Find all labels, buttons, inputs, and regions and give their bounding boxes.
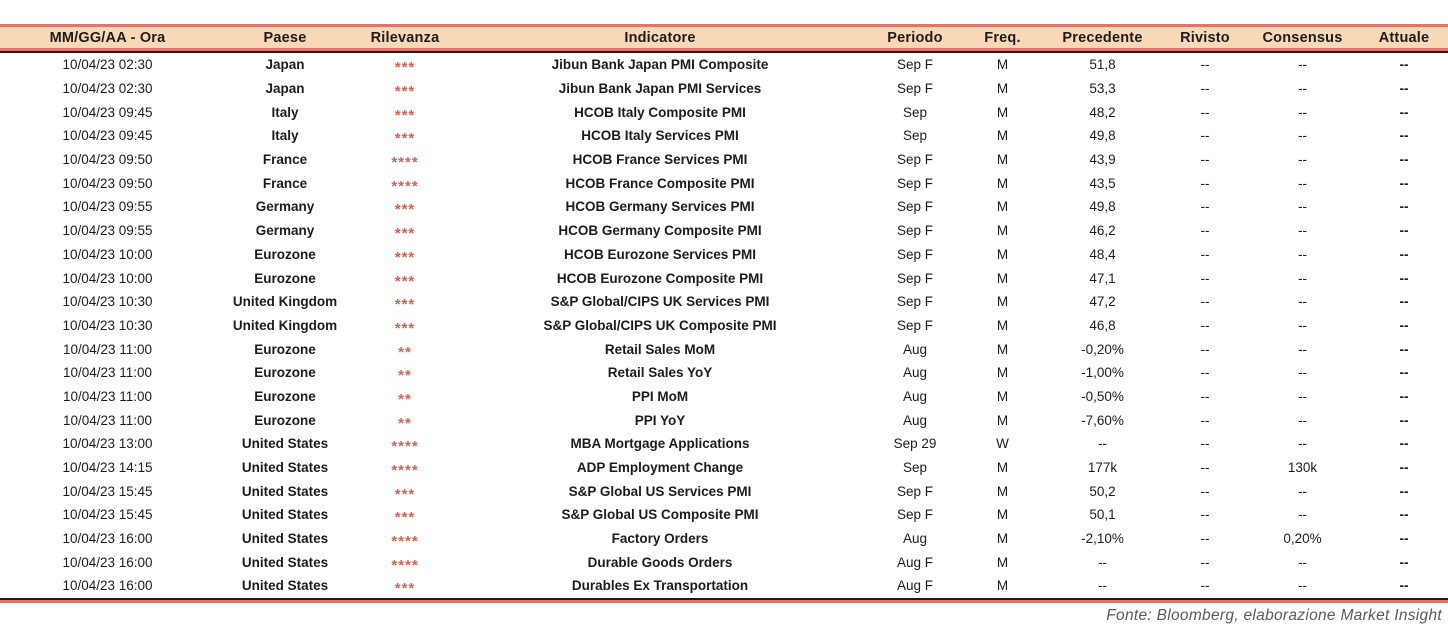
cell-relevance: *** (394, 509, 416, 524)
cell-freq: W (996, 436, 1009, 452)
cell-consensus: -- (1298, 104, 1307, 120)
cell-period: Sep 29 (893, 436, 937, 452)
cell-datetime: 10/04/23 09:55 (62, 199, 153, 215)
cell-relevance: *** (394, 580, 416, 595)
cell-freq: M (996, 246, 1009, 262)
cell-freq: M (996, 483, 1009, 499)
cell-country: Germany (255, 199, 315, 215)
cell-freq: M (996, 81, 1009, 97)
cell-period: Aug (902, 341, 928, 357)
cell-freq: M (996, 554, 1009, 570)
cell-relevance: ** (398, 343, 412, 358)
cell-revised: -- (1200, 531, 1210, 547)
cell-actual: -- (1399, 317, 1409, 333)
cell-country: United Kingdom (232, 317, 338, 333)
cell-relevance: *** (394, 59, 416, 74)
cell-relevance: **** (391, 462, 419, 477)
cell-consensus: -- (1298, 175, 1307, 191)
column-header-previous: Precedente (1062, 29, 1143, 46)
cell-country: United States (241, 578, 329, 594)
column-header-indicator: Indicatore (624, 29, 696, 46)
table-row (0, 266, 1448, 290)
cell-period: Sep F (896, 175, 934, 191)
table-row (0, 479, 1448, 503)
cell-actual: -- (1399, 341, 1409, 357)
cell-period: Sep F (896, 223, 934, 239)
cell-actual: -- (1399, 388, 1409, 404)
cell-relevance: *** (394, 130, 416, 145)
cell-freq: M (996, 531, 1009, 547)
cell-consensus: -- (1298, 578, 1307, 594)
cell-revised: -- (1200, 412, 1210, 428)
cell-revised: -- (1200, 554, 1210, 570)
cell-consensus: -- (1298, 554, 1307, 570)
cell-freq: M (996, 365, 1009, 381)
table-row (0, 314, 1448, 338)
cell-revised: -- (1200, 81, 1210, 97)
cell-period: Aug (902, 365, 928, 381)
cell-previous: 50,1 (1089, 507, 1116, 523)
cell-period: Sep F (896, 507, 934, 523)
cell-consensus: -- (1298, 365, 1307, 381)
cell-period: Sep F (896, 294, 934, 310)
cell-datetime: 10/04/23 11:00 (62, 412, 153, 428)
cell-previous: 47,1 (1089, 270, 1116, 286)
cell-freq: M (996, 388, 1009, 404)
cell-freq: M (996, 175, 1009, 191)
cell-period: Sep (902, 104, 928, 120)
cell-country: Japan (265, 81, 305, 97)
cell-indicator: HCOB Germany Services PMI (565, 199, 755, 215)
cell-previous: 46,2 (1089, 223, 1116, 239)
cell-indicator: HCOB Italy Composite PMI (574, 104, 746, 120)
cell-period: Sep F (896, 152, 934, 168)
cell-previous: -- (1098, 578, 1107, 594)
table-row (0, 219, 1448, 243)
table-row (0, 100, 1448, 124)
cell-revised: -- (1200, 388, 1210, 404)
cell-datetime: 10/04/23 16:00 (62, 578, 153, 594)
cell-datetime: 10/04/23 14:15 (62, 460, 153, 476)
cell-consensus: -- (1298, 57, 1307, 73)
cell-consensus: -- (1298, 341, 1307, 357)
cell-datetime: 10/04/23 10:30 (62, 294, 153, 310)
cell-revised: -- (1200, 199, 1210, 215)
table-row (0, 456, 1448, 480)
table-row (0, 527, 1448, 551)
cell-freq: M (996, 223, 1009, 239)
cell-consensus: -- (1298, 128, 1307, 144)
cell-freq: M (996, 152, 1009, 168)
cell-relevance: **** (391, 154, 419, 169)
cell-actual: -- (1399, 223, 1409, 239)
cell-country: France (262, 175, 308, 191)
cell-actual: -- (1399, 175, 1409, 191)
cell-consensus: -- (1298, 81, 1307, 97)
table-row (0, 77, 1448, 101)
cell-period: Sep F (896, 81, 934, 97)
cell-actual: -- (1399, 460, 1409, 476)
cell-datetime: 10/04/23 09:55 (62, 223, 153, 239)
cell-datetime: 10/04/23 16:00 (62, 554, 153, 570)
cell-period: Sep F (896, 483, 934, 499)
cell-revised: -- (1200, 223, 1210, 239)
cell-previous: 46,8 (1089, 317, 1116, 333)
cell-actual: -- (1399, 578, 1409, 594)
cell-country: Japan (265, 57, 305, 73)
cell-revised: -- (1200, 152, 1210, 168)
cell-relevance: **** (391, 177, 419, 192)
cell-period: Aug (902, 412, 928, 428)
table-row (0, 385, 1448, 409)
column-header-period: Periodo (887, 29, 943, 46)
cell-revised: -- (1200, 483, 1210, 499)
cell-relevance: *** (394, 201, 416, 216)
table-body (0, 51, 1448, 600)
cell-datetime: 10/04/23 16:00 (62, 531, 153, 547)
cell-actual: -- (1399, 412, 1409, 428)
cell-previous: -1,00% (1081, 365, 1124, 381)
cell-actual: -- (1399, 81, 1409, 97)
table-row (0, 243, 1448, 267)
cell-country: United States (241, 531, 329, 547)
cell-consensus: -- (1298, 199, 1307, 215)
cell-previous: 47,2 (1089, 294, 1116, 310)
cell-country: United States (241, 436, 329, 452)
cell-country: Eurozone (254, 388, 316, 404)
cell-datetime: 10/04/23 10:00 (62, 246, 153, 262)
cell-consensus: -- (1298, 270, 1307, 286)
cell-country: United States (241, 554, 329, 570)
cell-datetime: 10/04/23 09:50 (62, 175, 153, 191)
cell-indicator: Durables Ex Transportation (571, 578, 749, 594)
cell-actual: -- (1399, 507, 1409, 523)
cell-previous: -0,50% (1081, 388, 1124, 404)
cell-datetime: 10/04/23 09:45 (62, 104, 153, 120)
cell-freq: M (996, 317, 1009, 333)
cell-datetime: 10/04/23 11:00 (62, 388, 153, 404)
cell-freq: M (996, 270, 1009, 286)
cell-country: Germany (255, 223, 315, 239)
cell-country: Eurozone (254, 246, 316, 262)
cell-relevance: **** (391, 533, 419, 548)
cell-previous: -2,10% (1081, 531, 1124, 547)
cell-relevance: *** (394, 248, 416, 263)
cell-datetime: 10/04/23 15:45 (62, 507, 153, 523)
cell-country: Italy (271, 104, 299, 120)
cell-period: Sep F (896, 246, 934, 262)
cell-revised: -- (1200, 365, 1210, 381)
cell-actual: -- (1399, 104, 1409, 120)
cell-indicator: HCOB Italy Services PMI (581, 128, 739, 144)
cell-freq: M (996, 578, 1009, 594)
cell-indicator: Retail Sales MoM (604, 341, 716, 357)
cell-indicator: S&P Global/CIPS UK Composite PMI (543, 317, 777, 333)
cell-actual: -- (1399, 294, 1409, 310)
cell-country: United States (241, 460, 329, 476)
table-row (0, 503, 1448, 527)
cell-previous: -0,20% (1081, 341, 1124, 357)
bottom-accent-line (0, 600, 1448, 603)
cell-revised: -- (1200, 246, 1210, 262)
cell-period: Aug F (896, 578, 934, 594)
cell-consensus: -- (1298, 436, 1307, 452)
cell-previous: 43,5 (1089, 175, 1116, 191)
cell-indicator: HCOB France Composite PMI (565, 175, 755, 191)
cell-indicator: HCOB France Services PMI (572, 152, 748, 168)
cell-relevance: *** (394, 319, 416, 334)
table-header-row (0, 24, 1448, 51)
cell-datetime: 10/04/23 13:00 (62, 436, 153, 452)
cell-indicator: S&P Global US Services PMI (568, 483, 752, 499)
cell-datetime: 10/04/23 11:00 (62, 341, 153, 357)
cell-freq: M (996, 199, 1009, 215)
cell-indicator: Retail Sales YoY (607, 365, 713, 381)
cell-relevance: *** (394, 485, 416, 500)
column-header-freq: Freq. (984, 29, 1021, 46)
cell-relevance: ** (398, 390, 412, 405)
cell-consensus: -- (1298, 483, 1307, 499)
table-row (0, 148, 1448, 172)
cell-indicator: ADP Employment Change (576, 460, 744, 476)
cell-consensus: -- (1298, 223, 1307, 239)
cell-freq: M (996, 341, 1009, 357)
cell-freq: M (996, 128, 1009, 144)
cell-country: Eurozone (254, 270, 316, 286)
cell-consensus: -- (1298, 294, 1307, 310)
cell-country: Eurozone (254, 412, 316, 428)
cell-period: Sep F (896, 199, 934, 215)
table-row (0, 290, 1448, 314)
cell-actual: -- (1399, 152, 1409, 168)
column-header-relevance: Rilevanza (370, 29, 440, 46)
cell-consensus: -- (1298, 388, 1307, 404)
cell-indicator: PPI YoY (634, 412, 686, 428)
cell-previous: 49,8 (1089, 199, 1116, 215)
table-row (0, 550, 1448, 574)
cell-period: Aug (902, 388, 928, 404)
cell-actual: -- (1399, 128, 1409, 144)
cell-indicator: Jibun Bank Japan PMI Composite (551, 57, 769, 73)
column-header-datetime: MM/GG/AA - Ora (49, 29, 166, 46)
cell-indicator: HCOB Eurozone Services PMI (563, 246, 757, 262)
table-row (0, 574, 1448, 598)
cell-indicator: HCOB Eurozone Composite PMI (556, 270, 764, 286)
cell-freq: M (996, 507, 1009, 523)
cell-revised: -- (1200, 294, 1210, 310)
cell-period: Sep F (896, 270, 934, 286)
cell-relevance: *** (394, 83, 416, 98)
cell-consensus: -- (1298, 412, 1307, 428)
cell-actual: -- (1399, 246, 1409, 262)
cell-consensus: -- (1298, 317, 1307, 333)
cell-period: Aug (902, 531, 928, 547)
cell-consensus: -- (1298, 152, 1307, 168)
source-attribution: Fonte: Bloomberg, elaborazione Market Insight (1106, 606, 1442, 624)
table-row (0, 53, 1448, 77)
cell-indicator: HCOB Germany Composite PMI (558, 223, 762, 239)
cell-previous: 48,2 (1089, 104, 1116, 120)
cell-revised: -- (1200, 104, 1210, 120)
cell-previous: 48,4 (1089, 246, 1116, 262)
table-row (0, 124, 1448, 148)
cell-relevance: *** (394, 296, 416, 311)
cell-freq: M (996, 460, 1009, 476)
cell-datetime: 10/04/23 09:45 (62, 128, 153, 144)
cell-revised: -- (1200, 57, 1210, 73)
cell-datetime: 10/04/23 15:45 (62, 483, 153, 499)
cell-revised: -- (1200, 175, 1210, 191)
cell-period: Aug F (896, 554, 934, 570)
cell-indicator: MBA Mortgage Applications (570, 436, 750, 452)
table-row (0, 195, 1448, 219)
cell-revised: -- (1200, 317, 1210, 333)
cell-freq: M (996, 104, 1009, 120)
cell-revised: -- (1200, 128, 1210, 144)
cell-relevance: **** (391, 556, 419, 571)
cell-datetime: 10/04/23 09:50 (62, 152, 153, 168)
cell-relevance: **** (391, 438, 419, 453)
cell-relevance: ** (398, 367, 412, 382)
cell-previous: -- (1098, 554, 1107, 570)
cell-indicator: Factory Orders (611, 531, 709, 547)
cell-consensus: -- (1298, 507, 1307, 523)
cell-previous: 177k (1087, 460, 1118, 476)
cell-freq: M (996, 412, 1009, 428)
cell-relevance: *** (394, 225, 416, 240)
cell-actual: -- (1399, 483, 1409, 499)
cell-previous: 51,8 (1089, 57, 1116, 73)
cell-revised: -- (1200, 436, 1210, 452)
cell-relevance: ** (398, 414, 412, 429)
cell-country: Italy (271, 128, 299, 144)
cell-datetime: 10/04/23 10:30 (62, 317, 153, 333)
cell-revised: -- (1200, 578, 1210, 594)
cell-indicator: S&P Global/CIPS UK Services PMI (550, 294, 770, 310)
cell-country: United States (241, 483, 329, 499)
cell-country: United Kingdom (232, 294, 338, 310)
cell-actual: -- (1399, 436, 1409, 452)
cell-previous: -7,60% (1081, 412, 1124, 428)
table-row (0, 361, 1448, 385)
column-header-consensus: Consensus (1262, 29, 1343, 46)
cell-period: Sep (902, 128, 928, 144)
cell-relevance: *** (394, 272, 416, 287)
cell-datetime: 10/04/23 02:30 (62, 57, 153, 73)
cell-actual: -- (1399, 365, 1409, 381)
cell-revised: -- (1200, 460, 1210, 476)
cell-period: Sep F (896, 317, 934, 333)
cell-country: Eurozone (254, 341, 316, 357)
cell-actual: -- (1399, 270, 1409, 286)
cell-indicator: PPI MoM (631, 388, 689, 404)
cell-actual: -- (1399, 531, 1409, 547)
cell-previous: 50,2 (1089, 483, 1116, 499)
economic-calendar-table (0, 24, 1448, 625)
cell-indicator: Jibun Bank Japan PMI Services (558, 81, 762, 97)
cell-indicator: S&P Global US Composite PMI (561, 507, 759, 523)
table-row (0, 432, 1448, 456)
cell-freq: M (996, 57, 1009, 73)
column-header-revised: Rivisto (1180, 29, 1230, 46)
cell-country: France (262, 152, 308, 168)
cell-datetime: 10/04/23 11:00 (62, 365, 153, 381)
cell-actual: -- (1399, 554, 1409, 570)
column-header-actual: Attuale (1378, 29, 1430, 46)
cell-datetime: 10/04/23 02:30 (62, 81, 153, 97)
cell-revised: -- (1200, 341, 1210, 357)
cell-country: Eurozone (254, 365, 316, 381)
cell-consensus: 130k (1287, 460, 1318, 476)
cell-previous: 49,8 (1089, 128, 1116, 144)
cell-previous: 43,9 (1089, 152, 1116, 168)
cell-previous: 53,3 (1089, 81, 1116, 97)
table-row (0, 337, 1448, 361)
cell-consensus: 0,20% (1283, 531, 1322, 547)
cell-datetime: 10/04/23 10:00 (62, 270, 153, 286)
cell-freq: M (996, 294, 1009, 310)
cell-indicator: Durable Goods Orders (587, 554, 733, 570)
cell-consensus: -- (1298, 246, 1307, 262)
table-row (0, 408, 1448, 432)
cell-period: Sep (902, 460, 928, 476)
cell-previous: -- (1098, 436, 1107, 452)
cell-relevance: *** (394, 106, 416, 121)
cell-country: United States (241, 507, 329, 523)
cell-actual: -- (1399, 199, 1409, 215)
cell-period: Sep F (896, 57, 934, 73)
cell-revised: -- (1200, 270, 1210, 286)
cell-revised: -- (1200, 507, 1210, 523)
table-row (0, 171, 1448, 195)
column-header-country: Paese (263, 29, 307, 46)
cell-actual: -- (1399, 57, 1409, 73)
